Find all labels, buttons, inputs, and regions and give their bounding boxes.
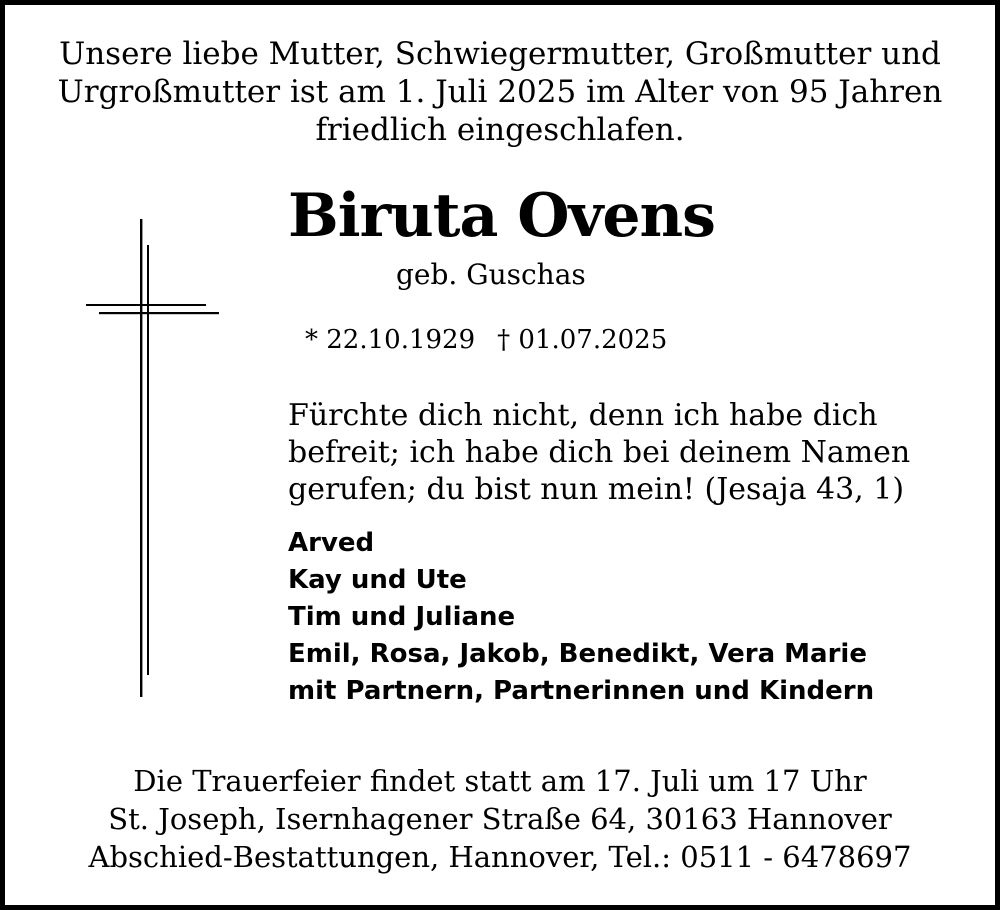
mourner-line: Kay und Ute	[288, 565, 467, 595]
mourner-line: Emil, Rosa, Jakob, Benedikt, Vera Marie	[288, 639, 867, 669]
mourner-line: Tim und Juliane	[288, 602, 516, 632]
funeral-line: Die Trauerfeier findet statt am 17. Juli um 17 Uhr	[133, 764, 867, 798]
intro-line: Urgroßmutter ist am 1. Juli 2025 im Alter von 95 Jahren	[57, 74, 943, 110]
intro-line: friedlich eingeschlafen.	[315, 112, 685, 148]
intro-line: Unsere liebe Mutter, Schwiegermutter, Großmutter und	[59, 36, 941, 72]
birth-date: * 22.10.1929	[305, 325, 476, 355]
funeral-line: St. Joseph, Isernhagener Straße 64, 30163 Hannover	[108, 802, 892, 836]
death-date: † 01.07.2025	[497, 325, 668, 355]
life-dates	[305, 322, 667, 358]
funeral-line: Abschied-Bestattungen, Hannover, Tel.: 0511 - 6478697	[88, 840, 912, 874]
deceased-name: Biruta Ovens	[288, 181, 715, 251]
mourner-line: mit Partnern, Partnerinnen und Kindern	[288, 676, 875, 706]
cross-icon	[83, 215, 233, 705]
mourners-list	[288, 525, 988, 710]
bible-verse: Fürchte dich nicht, denn ich habe dich befreit; ich habe dich bei deinem Namen gerufen; du bist nun mein! (Jesaja 43, 1)	[288, 398, 911, 507]
mourner-line: Arved	[288, 528, 375, 558]
funeral-info	[25, 762, 975, 876]
intro-text	[25, 35, 975, 149]
birth-name: geb. Guschas	[396, 258, 586, 291]
